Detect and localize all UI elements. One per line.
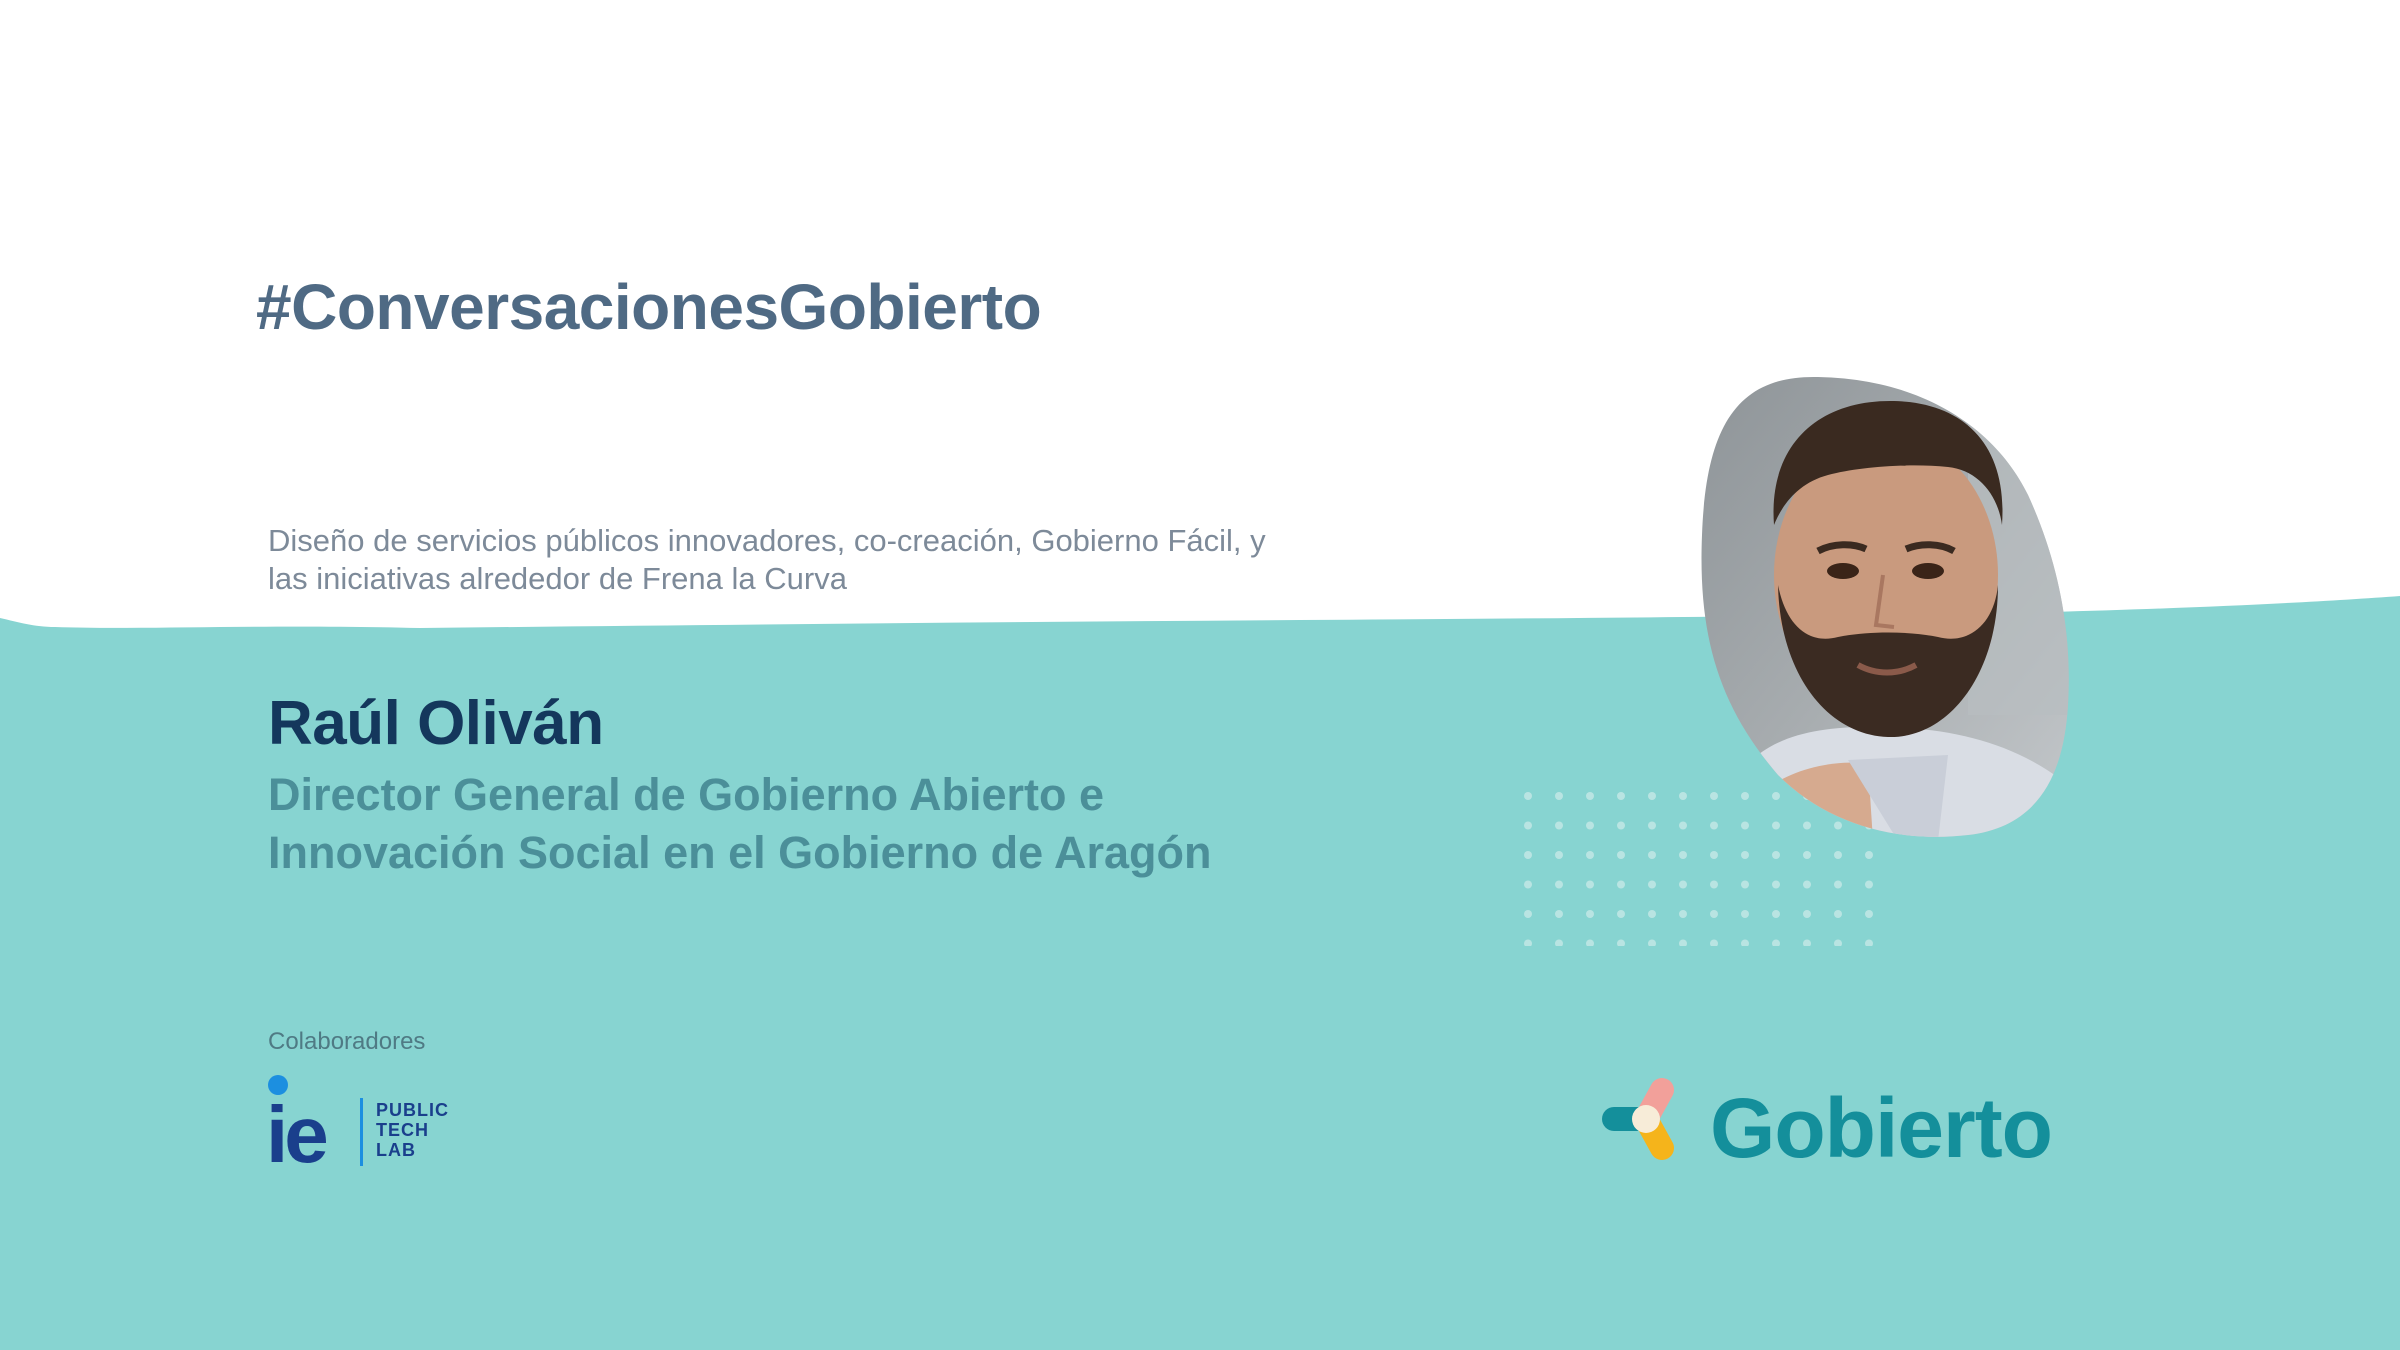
- ptl-line-3: LAB: [376, 1140, 416, 1160]
- decorative-dot: [1586, 792, 1594, 800]
- decorative-dot: [1648, 851, 1656, 859]
- decorative-dot: [1586, 881, 1594, 889]
- decorative-dot: [1617, 822, 1625, 830]
- decorative-dot: [1679, 851, 1687, 859]
- decorative-dot: [1586, 851, 1594, 859]
- decorative-dot: [1648, 881, 1656, 889]
- decorative-dot: [1555, 881, 1563, 889]
- decorative-dot: [1772, 881, 1780, 889]
- decorative-dot: [1834, 881, 1842, 889]
- decorative-dot: [1524, 910, 1532, 918]
- decorative-dot: [1648, 822, 1656, 830]
- ptl-line-2: TECH: [376, 1120, 429, 1140]
- ie-public-tech-lab-logo: [266, 1074, 466, 1168]
- decorative-dot: [1772, 851, 1780, 859]
- decorative-dot: [1803, 851, 1811, 859]
- decorative-dot: [1772, 940, 1780, 947]
- decorative-dot: [1679, 940, 1687, 947]
- decorative-dot: [1617, 910, 1625, 918]
- ptl-line-1: PUBLIC: [376, 1100, 449, 1120]
- decorative-dot: [1710, 940, 1718, 947]
- decorative-dot: [1524, 792, 1532, 800]
- gobierto-logo: [1600, 1076, 2100, 1176]
- ie-logo-mark: [266, 1074, 370, 1168]
- decorative-dot: [1865, 881, 1873, 889]
- decorative-dot: [1648, 910, 1656, 918]
- decorative-dot: [1555, 910, 1563, 918]
- speaker-role-line-2: Innovación Social en el Gobierno de Aragón: [268, 827, 1212, 878]
- decorative-dot: [1710, 881, 1718, 889]
- decorative-dot: [1679, 792, 1687, 800]
- decorative-dot: [1524, 881, 1532, 889]
- decorative-dot: [1803, 910, 1811, 918]
- decorative-dot: [1741, 881, 1749, 889]
- speaker-role-line-1: Director General de Gobierno Abierto e: [268, 769, 1105, 820]
- decorative-dot: [1834, 940, 1842, 947]
- decorative-dot: [1586, 822, 1594, 830]
- speaker-role: [268, 766, 1368, 882]
- decorative-dot: [1617, 851, 1625, 859]
- decorative-dot: [1865, 910, 1873, 918]
- decorative-dot: [1555, 851, 1563, 859]
- speaker-name: Raúl Oliván: [268, 689, 604, 758]
- decorative-dot: [1834, 910, 1842, 918]
- topic-description: Diseño de servicios públicos innovadores, co-creación, Gobierno Fácil, y las iniciativas alrededor de Frena la Curva: [268, 523, 1266, 596]
- decorative-dot: [1834, 851, 1842, 859]
- decorative-dot: [1679, 881, 1687, 889]
- decorative-dot: [1617, 792, 1625, 800]
- decorative-dot: [1803, 881, 1811, 889]
- decorative-dot: [1741, 910, 1749, 918]
- collaborators-label: Colaboradores: [268, 1028, 426, 1055]
- decorative-dot: [1524, 851, 1532, 859]
- decorative-dot: [1710, 910, 1718, 918]
- ie-logo-text: ie: [266, 1090, 325, 1168]
- decorative-dot: [1679, 822, 1687, 830]
- decorative-dot: [1648, 940, 1656, 947]
- decorative-dot: [1555, 792, 1563, 800]
- decorative-dot: [1741, 940, 1749, 947]
- decorative-dot: [1586, 940, 1594, 947]
- hashtag-title: #ConversacionesGobierto: [256, 271, 1042, 343]
- decorative-dot: [1555, 822, 1563, 830]
- decorative-dot: [1524, 940, 1532, 947]
- speaker-photo: [1698, 375, 2071, 841]
- decorative-dot: [1865, 851, 1873, 859]
- gobierto-logo-icon: [1600, 1076, 1680, 1166]
- decorative-dot: [1741, 851, 1749, 859]
- decorative-dot: [1772, 910, 1780, 918]
- decorative-dot: [1803, 940, 1811, 947]
- decorative-dot: [1710, 851, 1718, 859]
- decorative-dot: [1617, 881, 1625, 889]
- decorative-dot: [1555, 940, 1563, 947]
- decorative-dot: [1617, 940, 1625, 947]
- gobierto-wordmark: Gobierto: [1710, 1081, 2052, 1175]
- public-tech-lab-text: [376, 1100, 449, 1160]
- decorative-dot: [1586, 910, 1594, 918]
- decorative-dot: [1865, 940, 1873, 947]
- decorative-dot: [1524, 822, 1532, 830]
- decorative-dot: [1679, 910, 1687, 918]
- decorative-dot: [1648, 792, 1656, 800]
